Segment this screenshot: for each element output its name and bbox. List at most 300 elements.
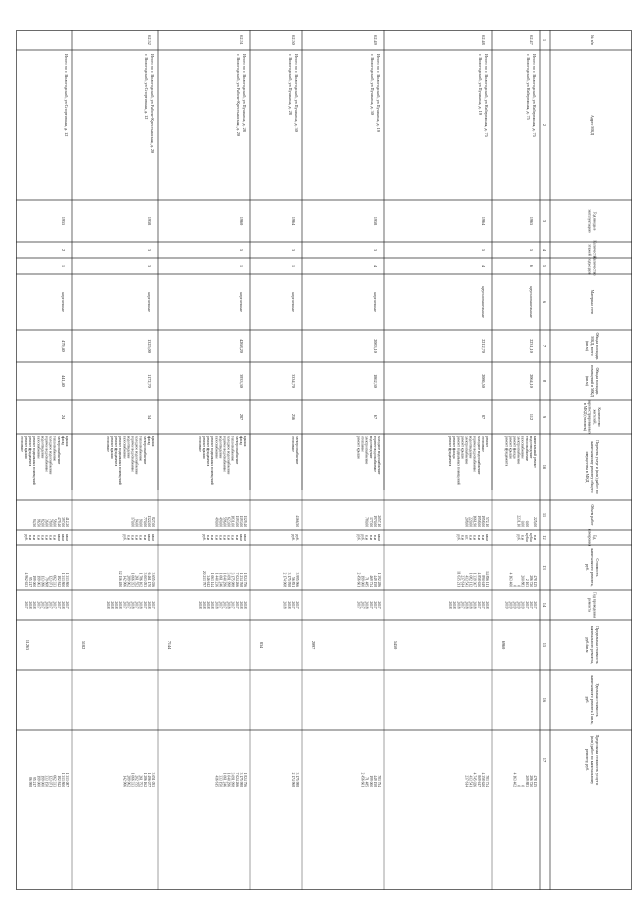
row-works-item: холодное водоснабжение [377,436,381,475]
row-floors: 3 [373,248,378,252]
row-address: г. Вологодский, ул Пушкина, д. 19 [478,54,483,115]
row-address-total: Итого по г. Вологодский, ул Рабоче-Крестьянская, д. 20 [150,54,155,154]
row-totals-item: 199 000 [40,775,45,787]
row-address-total: Итого по г. Вологодский, ул Пушкина, д. 30 [294,54,299,132]
row-works-item: фасад [60,436,65,445]
row-volume-item: 490,00 [218,517,223,527]
row-units-item: руб. [356,534,361,541]
row-costs-item: 3 655 036 [151,572,155,587]
row-units-item: куб.м [528,533,533,542]
row-costs-item: 113 096 [40,575,45,587]
row-works-item: холодное водоснабжение [48,436,53,475]
row-costs-item: 14 856 111 [485,571,489,587]
row-totals-item: 86 988 [28,777,33,787]
row-works-item: ремонт фасада [452,436,457,459]
row-totals-item: 3 091 998 [230,772,235,787]
row-works-item: водоотведение [218,436,223,459]
row-totals-item: 2 174 968 [290,772,295,787]
row-plan-years-item: 2018 [364,601,369,609]
row-plan-years-item: 2018 [243,601,247,609]
row-works-item: теплоснабжение [138,436,143,462]
row-entrances: 1 [291,264,296,268]
row-works-item: теплоснабжение [524,436,529,462]
header-col-total-area: (кв.м) [585,341,590,351]
row-volume-item: 1958,00 [480,515,485,527]
row-totals-item: 333 150 [44,775,49,787]
row-residents: 112 [529,413,534,421]
row-costs-item: 1 040 296 [222,572,227,587]
row-totals-item: 449 158 [372,775,377,787]
row-works-item: водоотведение [528,436,533,459]
header-col-year: эксплуатацию [587,209,592,233]
row-totals-item: 4 163 402 [512,772,517,787]
row-entrances: 4 [481,264,486,268]
row-material: кирпичные [373,292,378,312]
row-plan-years-item: 2018 [448,601,453,609]
row-residents: 67 [373,414,378,420]
row-address-total: Итого по г. Вологодский, ул Пушкина, д. 19 [376,54,381,132]
column-number: 12 [542,535,547,540]
row-totals-item: 142 966 [122,775,127,787]
row-residents: 256 [291,413,296,421]
header-col-residents: зарегистрированных [587,399,592,435]
row-works-item: капитальный ремонт [533,436,537,468]
row-works-item: отопление [197,436,202,452]
row-works-item: водоотведение [468,436,473,459]
row-units-item: п.м [520,534,525,541]
row-totals-item: 2 456 601 [360,772,365,787]
row-costs-item: 20 213 797 [202,570,206,587]
row-plan-years-item: 2017 [24,601,28,609]
row-plan-years-item: 2017 [122,601,127,609]
row-plan-years-item: 2018 [44,601,49,609]
row-costs-item: 1 392 286 [377,572,381,587]
row-living-area: 441,40 [61,375,66,387]
row-totals-item: 1 496 077 [146,772,151,787]
row-floors: 5 [239,248,244,252]
row-works-item: ремонт фундамента [448,436,453,467]
header-col-unit: Ед. [592,534,597,541]
row-totals-item: 1 040 296 [226,772,231,787]
column-number: 5 [542,264,547,268]
row-costs-item: 71 485 [364,577,369,587]
row-address: г. Вологодский, ул Рабоче-Крестьянская, д. 20 [236,54,241,136]
row-works-item: отопление [480,436,485,452]
row-units-item: п.м [226,534,231,541]
row-volume-item: 770,00 [142,517,147,527]
row-costs-item: 3 995 966 [295,572,299,587]
column-number: 13 [542,565,547,570]
row-totals-item: 4 745 026 [472,772,477,787]
row-costs-item: 4 962 633 [24,572,28,587]
row-number: 62.52 [147,35,152,45]
row-costs-item: 478 125 [533,575,537,587]
row-plan-years-item: 2017 [65,601,69,609]
row-units-item: кв.м [485,534,489,541]
row-totals-item: 413 541 [468,775,473,787]
header-col-entrances: подъездов [587,257,592,275]
column-number: 8 [542,379,547,383]
row-address: г. Вологодский, ул Пушкина, д. 30 [370,54,375,115]
header-top-left: № п/п [590,35,594,45]
row-volume-item: 1661,90 [472,515,477,527]
row-costs-item: 182 842 [56,575,61,587]
row-volume-item: 94,50 [32,518,37,527]
row-number: 62.51 [239,35,244,45]
row-entrances: 1 [61,264,66,268]
row-works-item: ремонт крыши [110,436,114,459]
row-plan-years-item: 2017 [36,601,41,609]
row-totals-item: 286 720 [528,775,533,787]
row-works-item: горячее водоснабжение [472,436,477,472]
row-volume-item: 827,00 [151,517,155,527]
row-totals-item: 4 358 620 [480,772,485,787]
row-address: г. Вологодский, ул Пушкина, д. 28 [288,54,293,115]
row-plan-years-item: 2017 [360,601,365,609]
row-year: 1958 [147,216,152,226]
row-units-item: п.м [460,534,465,541]
row-plan-years-item: 2018 [197,601,202,609]
row-units-item: п.м [472,534,477,541]
row-plan-years-item: 2017 [40,601,45,609]
row-totals-item: 478 125 [533,775,537,787]
row-totals-item: 199 000 [36,775,41,787]
row-number: 62.49 [373,35,378,45]
row-works-item: теплоснабжение [52,436,57,462]
row-totals-item: 783 734 [485,775,489,787]
row-total-area: 1325,00 [147,339,152,353]
row-units-item: п.м [210,534,215,541]
row-costs-item: 79 808 [44,577,49,587]
row-plan-years-item: 2017 [295,601,299,609]
row-totals-item: 783 754 [377,775,381,787]
row-works-item: газоснабжение [122,436,127,459]
row-works-item: ремонт крыши [202,436,206,459]
row-works-item: электроснабжение [234,436,239,465]
row-units-item: п.м [134,534,139,541]
header-col-unit: измерения [587,528,592,547]
row-totals-item: 199 000 [368,775,373,787]
row-volume-item: 1958,00 [476,515,481,527]
row-total-area: 4268,20 [239,339,244,353]
row-costs-item: 199 063 [36,575,41,587]
row-works-item: крыша [151,436,155,447]
row-units-item: кв.м [56,534,61,541]
row-works-item: холодное водоснабжение [134,436,139,475]
row-costs-item: 1 234 768 [238,572,243,587]
row-units-item: п.м [230,534,235,541]
capital-repair-table [16,30,632,890]
column-number: 3 [542,219,547,223]
row-plan-years-item: 2017 [372,601,377,609]
row-plan-years-item: 2017 [142,601,147,609]
row-totals-item: 1 824 756 [243,772,247,787]
row-units-item: куб.м [524,533,529,542]
row-entrances: 4 [373,264,378,268]
row-limit: 11263 [25,639,30,651]
row-floors: 3 [147,248,152,252]
row-total-area: 2231,10 [529,339,534,353]
row-works-item: крыша [65,436,69,447]
row-works-item: холодное водоснабжение [476,436,481,475]
row-units-item: п.м [468,534,473,541]
row-costs-item: 1 061 246 [218,572,223,587]
row-volume-item: 177,00 [368,517,373,527]
column-number: 7 [542,344,547,348]
row-volume-item: 1831,00 [230,515,235,527]
row-totals-item: 182 842 [56,775,61,787]
row-limit: 834 [259,641,264,649]
row-costs-item: 1 082 112 [468,572,473,587]
header-col-unit-cost: руб. [585,696,590,704]
row-plan-years-item: 2017 [524,601,529,609]
row-works-item: крыша [243,436,247,447]
row-floors: 5 [481,248,486,252]
row-volume-item: 490,00 [214,517,219,527]
row-costs-item: 95 217 [28,577,33,587]
column-number: 4 [542,248,547,252]
row-costs-item: 1 786 162 [138,572,143,587]
row-plan-years-item: 2017 [126,601,131,609]
row-plan-years-item: 2018 [60,601,65,609]
row-units-item: п.м [234,534,239,541]
header-col-total-cost: Предельная стоимость услуг и [594,734,599,786]
row-floors: 5 [529,248,534,252]
row-units-item: руб. [290,534,295,541]
header-col-residents: жителей, [592,409,597,425]
header-col-entrances: Количество [592,256,597,276]
row-plan-years-item: 2018 [472,601,477,609]
row-totals-item: 809 617 [476,775,481,787]
row-plan-years-item: 2018 [114,601,119,609]
row-costs-item: 3 091 998 [226,572,231,587]
row-plan-years-item: 2019 [508,601,513,609]
row-volume-item: 412,20 [65,517,69,527]
row-works-item: ремонт крыши [508,436,513,459]
header-col-residents: Количество [597,407,602,427]
row-costs-item: 11 635 211 [456,571,461,587]
row-units-item: п.м [206,534,211,541]
row-works-item: отопление [360,436,365,452]
row-costs-item: 890 619 [480,575,485,587]
row-living-area: 1862,30 [373,374,378,388]
row-totals-item: 123 071 [48,775,53,787]
row-costs-item: 1 063 144 [210,572,215,587]
row-plan-years-item: 2019 [504,601,509,609]
table-grid [16,30,632,890]
row-costs-item: 199 000 [360,575,365,587]
row-plan-years-item: 2017 [480,601,485,609]
row-entrances: 1 [239,264,244,268]
row-totals-item: 416 615 [214,775,219,787]
header-col-residents: в МКД (человек) [582,402,587,432]
header-col-living-area: Общая площадь [594,367,599,395]
row-limit: 5182 [81,640,86,650]
header-col-works: Перечень услуг и (или) работ по [594,440,599,494]
row-costs-item: 1 339 367 [472,572,477,587]
row-costs-item: 0 [512,585,517,587]
row-units-item: кв.м [60,534,65,541]
row-material: кирпичные [291,292,296,312]
row-plan-years-item: 2017 [377,601,381,609]
row-address-total: Итого по г. Вологодский, ул Набережная, д. 75 [532,54,537,137]
row-units-item: руб. [122,534,127,541]
row-units-item: кв.м [243,534,247,541]
row-units-item: п.м [368,534,373,541]
row-plan-years-item: 2017 [56,601,61,609]
row-plan-years-item: 2017 [222,601,227,609]
row-volume-item: 0,00 [520,520,525,527]
row-totals-item: 1 286 162 [142,772,147,787]
row-volume-item: 225,00 [533,517,537,527]
row-number: 62.50 [291,35,296,45]
row-costs-item: 6 461 170 [146,572,151,587]
row-totals-item: 662 333 [52,775,57,787]
row-plan-years-item: 2017 [290,601,295,609]
header-col-total-cost: (или) работ по капитальному [590,735,594,785]
row-year: 1958 [373,216,378,226]
row-works-item: ремонт подвальных помещений [32,436,37,485]
row-works-item: газоснабжение [214,436,219,459]
header-col-floors: Количество [592,240,597,260]
row-costs-item: 662 333 [52,575,57,587]
row-volume-item: 220,00 [468,517,473,527]
row-plan-years-item: 2017 [476,601,481,609]
row-plan-years-item: 2017 [460,601,465,609]
row-costs-item: 237 614 [460,575,465,587]
header-col-total-area: Общая площадь [594,332,599,360]
row-costs-item: 199 000 [32,575,37,587]
row-total-area: 2212,70 [481,339,486,353]
row-costs-item: 1 824 756 [243,572,247,587]
row-costs-item: 0 [516,585,521,587]
row-totals-item: 95 217 [32,777,37,787]
header-col-unit-cost: Удельная стоимость [594,683,599,717]
row-units-item: п.м [214,534,219,541]
row-address: г. Вологодский, ул Спортивная, д. 12 [144,54,149,120]
row-plan-years-item: 2018 [485,601,489,609]
row-material: кирпичные [239,292,244,312]
row-plan-years-item: 2018 [286,601,291,609]
row-works-item: горячее водоснабжение [44,436,49,472]
row-plan-years-item: 2018 [118,601,123,609]
row-works-item: ремонт фундамента [504,436,509,467]
row-year: 1964 [481,216,486,226]
row-totals-item: 1 066 333 [130,772,135,787]
row-plan-years-item: 2017 [151,601,155,609]
row-plan-years-item: 2018 [464,601,469,609]
row-units-item: руб. [202,534,206,541]
column-number: 2 [542,123,547,127]
row-entrances: 3 [147,264,152,268]
row-works-item: ремонт подвальных помещений [210,436,215,485]
row-units-item: п.м [40,534,45,541]
row-totals-item: 289 962 [126,775,131,787]
row-plan-years-item: 2017 [528,601,533,609]
row-volume-item: 623,00 [226,517,231,527]
row-works-item: электроснабжение [516,436,521,465]
row-units-item: п.м [36,534,41,541]
row-volume-item: 78,00 [48,518,53,527]
row-totals-item: 261 752 [138,775,143,787]
row-plan-years-item: 2018 [206,601,211,609]
column-number: 15 [542,642,547,648]
column-number: 17 [542,757,547,763]
row-volume-item: 397,00 [60,517,65,527]
row-plan-years-item: 2017 [134,601,139,609]
header-col-living-area: (кв.м) [585,376,590,386]
row-year: 1955 [61,216,66,226]
row-plan-years-item: 2018 [105,601,110,609]
row-volume-item: 479,40 [56,517,61,527]
row-works-item: горячее водоснабжение [222,436,227,472]
header-col-works: имущества в МКД [585,451,590,483]
row-works-item: отопление [290,436,295,452]
header-col-limit: Предельная стоимость [594,626,599,664]
header-col-year: Год ввода в [592,211,597,231]
row-works-item: отопление [105,436,110,452]
row-plan-years-item: 2018 [202,601,206,609]
row-plan-years-item: 2019 [512,601,517,609]
row-costs-item: 1 066 353 [130,572,135,587]
row-plan-years-item: 2018 [452,601,457,609]
row-volume-item: 596,00 [222,517,227,527]
row-plan-years-item: 2017 [230,601,235,609]
header-col-year-plan: ремонта [587,598,592,612]
row-year: 1964 [291,216,296,226]
row-volume-item: 780,00 [364,517,369,527]
header-col-addr: Адрес МКД [590,115,594,135]
row-totals-item: 237 614 [464,775,469,787]
header-col-living-area: помещений в МКД [590,365,594,397]
row-plan-years-item: 2018 [282,601,287,609]
row-works-item: электроснабжение [464,436,469,465]
row-units-item: п.м [138,534,143,541]
row-units-item: п.м [32,534,37,541]
header-col-limit: капитального ремонта, [590,626,594,664]
header-col-limit: руб./кв.м [585,637,590,653]
row-totals-item: 3 175 988 [295,772,299,787]
column-number: 14 [542,602,547,608]
row-costs-item: 2 174 968 [282,572,287,587]
row-volume-item: 572,10 [485,517,489,527]
row-plan-years-item: 2017 [52,601,57,609]
row-plan-years-item: 2019 [520,601,525,609]
row-plan-years-item: 2017 [356,601,361,609]
row-totals-item: 71 485 [364,777,369,787]
row-units-item: п.м [476,534,481,541]
row-units-item: руб. [516,534,521,541]
row-volume-item: 58,00 [52,518,57,527]
row-units-item: п.м [28,534,33,541]
row-number: 62.47 [529,35,534,45]
row-costs-item: 1 440 236 [214,572,219,587]
row-works-item: фасад [146,436,151,445]
row-residents: 287 [239,413,244,421]
row-works-item: электроснабжение [142,436,147,465]
row-volume-item: 170,00 [130,517,135,527]
row-address-total: Итого по г. Вологодский, ул Набережная, д. 75 [484,54,489,137]
row-plan-years-item: 2017 [533,601,537,609]
row-costs-item: 3 175 958 [286,572,291,587]
table-border [17,31,632,890]
row-units-item: п.м [142,534,147,541]
row-units-item: п.м [218,534,223,541]
row-units-item: п.м [130,534,135,541]
header-col-year-plan: Год проведения [592,592,597,618]
row-volume-item: 94,00 [134,518,139,527]
row-costs-item: 3 003 053 [142,572,147,587]
